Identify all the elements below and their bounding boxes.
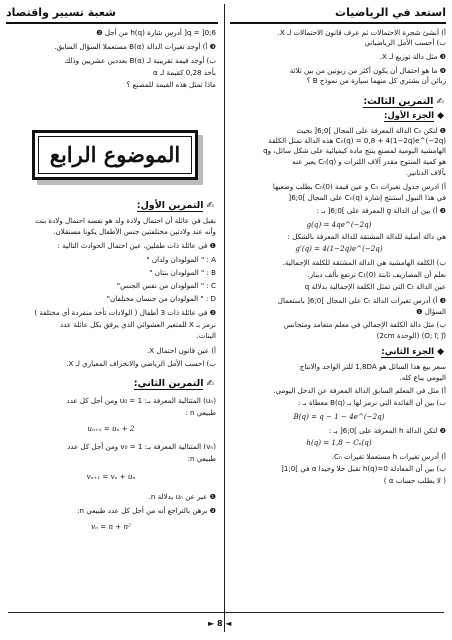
topic-banner-title: الموضوع الرابع — [38, 136, 192, 174]
text-line: بآلاف الدنانير. — [405, 168, 446, 177]
text-line: نرمز بـ X للمتغير العشوائي الذي يرفق بكل عائلة عدد — [60, 320, 216, 329]
text-line: Cₙ(q) = 0,8 + 4(1−2q)e^(−2q) هذه الدالة تمثل الكلفة — [268, 136, 446, 145]
text-line: ❷ في عائلة ذات 3 أطفال ( الولادات تأخذ منفردة أي مختلفة ) — [34, 308, 216, 317]
text-line: ب) أحسب الأمل الرياضياتي — [364, 38, 446, 47]
text-line: السؤال ❶ — [416, 307, 446, 316]
text-line: اليومي يباع كله. — [399, 373, 446, 382]
formula: vₙ₊₁ = vₙ + uₙ — [86, 472, 136, 481]
header-right-title: استعد في الرياضيات — [230, 4, 446, 24]
page-number-value: 8 — [216, 619, 223, 628]
text-line: q = ]0;6[ أدرس شارة h(q) من أجل ❷ — [96, 28, 216, 37]
text-line: بأخذ 0,28 كقيمة لـ α — [153, 68, 216, 77]
event-b: B : " المولودان بنتان " — [149, 268, 216, 277]
formula: uₙ₊₁ = uₙ + 2 — [87, 424, 135, 433]
text-line: ( لا يطلب حساب α ) — [383, 476, 446, 485]
diamond-icon: ◆ — [437, 111, 444, 121]
formula: g(q) = 4qe^(−2q) — [306, 220, 372, 229]
pen-icon: ✍ — [436, 97, 444, 107]
topic-banner — [32, 130, 198, 180]
left-column — [0, 0, 222, 640]
text-line: ب) أوجد قيمة تقريبية لـ B(α) بعددين عشريين وذلك — [64, 56, 216, 65]
page-number: ◄ 8 ► — [208, 619, 232, 628]
text-line: ❶ في عائلة ذات طفلين، عين احتمال الحوادث التالية : — [57, 241, 216, 250]
text-line: أ) أدرس تغيرات h مستعملا تغيرات Cₙ. — [331, 452, 446, 461]
text-line: ❷ لتكن الدالة h المعرفة على ]0;6[ بـ : — [329, 426, 446, 435]
text-line: ❸ أ) أدرس تغيرات الدالة Cₜ على المجال ]0;6[ باستعمال — [277, 296, 446, 305]
exercise-1-heading: ✍التمرين الأول: — [136, 200, 214, 211]
text-line: طبيعي n: — [187, 454, 216, 463]
text-line: (vₙ) المتتالية المعرفة بـ: v₀ = 1 ومن أجل كل عدد — [67, 442, 216, 451]
event-c: C : " المولودان من نفس الجنس" — [116, 281, 216, 290]
text-line: هو كمية المنتوج مقدر آلاف اللترات و Cₙ(q) يعبر عنه — [292, 157, 446, 166]
text-line: (O; i⃗; j⃗) (الوحدة 2cm) — [376, 331, 446, 340]
exercise-2-heading: ✍التمرين الثاني: — [133, 378, 214, 389]
text-line: ❷ أ) بين أن الدالة g المعرفة على ]0;6[ بـ : — [316, 206, 446, 215]
right-column — [224, 0, 452, 640]
text-line: الهامشية اليومية لمصنع ينتج مادة كيميائية على شكل سائل، وq — [263, 146, 446, 155]
formula: vₙ = n + n² — [91, 522, 131, 531]
event-d: D : " المولودان من جنسان مختلفان" — [106, 294, 216, 303]
event-a: A : " المولودان ولدان " — [146, 255, 216, 264]
text-line: أ) أنشئ شجرة الاحتمالات ثم عرف قانون الاحتمالات لـ X. — [277, 28, 446, 37]
text-line: ❷ برهن بالتراجع أنه من أجل كل عدد طبيعي n: — [77, 506, 216, 515]
formula: g'(q) = 4(1−2q)e^(−2q) — [295, 244, 383, 253]
text-line: ب) بين أن المعادلة h(q)=0 تقبل حلا وحيدا α في ]0;1[ — [281, 464, 446, 473]
text-line: هي دالة أصلية للدالة المشتقة للدالة المعرفة بالشكل : — [287, 232, 446, 241]
diamond-icon: ◆ — [437, 347, 444, 357]
text-line: ❶ لتكن Cₙ الدالة المعرفة على المجال ]0;6[ بحيث — [296, 126, 446, 135]
text-line: ب) مثل دالة الكلفة الإجمالي في معلم متعامد ومتجانس — [283, 320, 446, 329]
text-line: ب) بين أن الفائدة التي نرمز لها بـ B(q) معطاة بـ : — [298, 398, 446, 407]
text-line: ماذا تمثل هذه القيمة للمصنع ؟ — [126, 80, 216, 89]
text-line: ب) الكلفة الهامشية هي الدالة المشتقة للكلفة الإجمالية. — [282, 258, 446, 267]
part-1-heading: ◆الجزء الأول: — [383, 111, 444, 121]
text-line: أ) عين قانون احتمال X. — [147, 346, 216, 355]
part-2-heading: ◆الجزء الثاني: — [381, 347, 444, 357]
text-line: زبائن أن يشتري كل منهما سيارة من نموذج B ؟ — [306, 76, 446, 85]
pen-icon: ✍ — [206, 379, 214, 389]
text-line: ❹ ما هو احتمال أن يكون أكثر من زبونين من بين ثلاثة — [289, 66, 446, 75]
text-line: سعر بيع هذا السائل هو 1,8DA للتر الواحد والانتاج — [299, 362, 446, 371]
formula: h(q) = 1,8 − Cₙ(q) — [306, 438, 372, 447]
exercise-3-heading: ✍التمرين الثالث: — [363, 96, 444, 107]
text-line: البنات. — [196, 331, 216, 340]
text-line: (uₙ) المتتالية المعرفة بـ: u₀ = 1 ومن أجل كل عدد — [66, 396, 216, 405]
text-line: ❶ عبر عن uₙ بدلالة n. — [148, 492, 216, 501]
formula: B(q) = q − 1 − 4e^(−2q) — [293, 412, 385, 421]
text-line: عين الدالة Cₜ التي تمثل الكلفة الإجمالية بدلالة q — [304, 282, 446, 291]
text-line: ب) احسب الأمل الرياضي والانحراف المعياري لـ X. — [66, 359, 216, 368]
text-line: وأنه عند ولادتين مختلفتين جنس الأطفال يكونا مستقلان. — [53, 227, 216, 236]
text-line: نقبل في عائلة أن احتمال ولادة ولد هو نفسه احتمال ولادة بنت — [35, 216, 216, 225]
header-left-title: شعبة تسيير واقتصاد — [6, 4, 218, 24]
text-line: ❸ أ) أوجد تغيرات الدالة B(α) مستعملا السؤال السابق. — [54, 42, 216, 51]
text-line: أ) ادرس جدول تغيرات Cₙ و عين قيمة Cₙ(0) بطلب وضعيها — [272, 182, 446, 191]
text-line: أ) مثل في المعلم السابق الدالة المعرفة عن الدخل اليومي. — [273, 386, 446, 395]
text-line: طبيعي n : — [185, 408, 216, 417]
text-line: في هذا النبول استنتج إشارة Cₙ(q) على المجال ]0;6[ — [288, 193, 446, 202]
pen-icon: ✍ — [206, 201, 214, 211]
text-line: نعلم أن المصاريف ثابتة C₁(0) ترتفع بألف دينار. — [307, 270, 446, 279]
text-line: ❸ مثل دالة توزيع لـ X. — [379, 52, 446, 61]
